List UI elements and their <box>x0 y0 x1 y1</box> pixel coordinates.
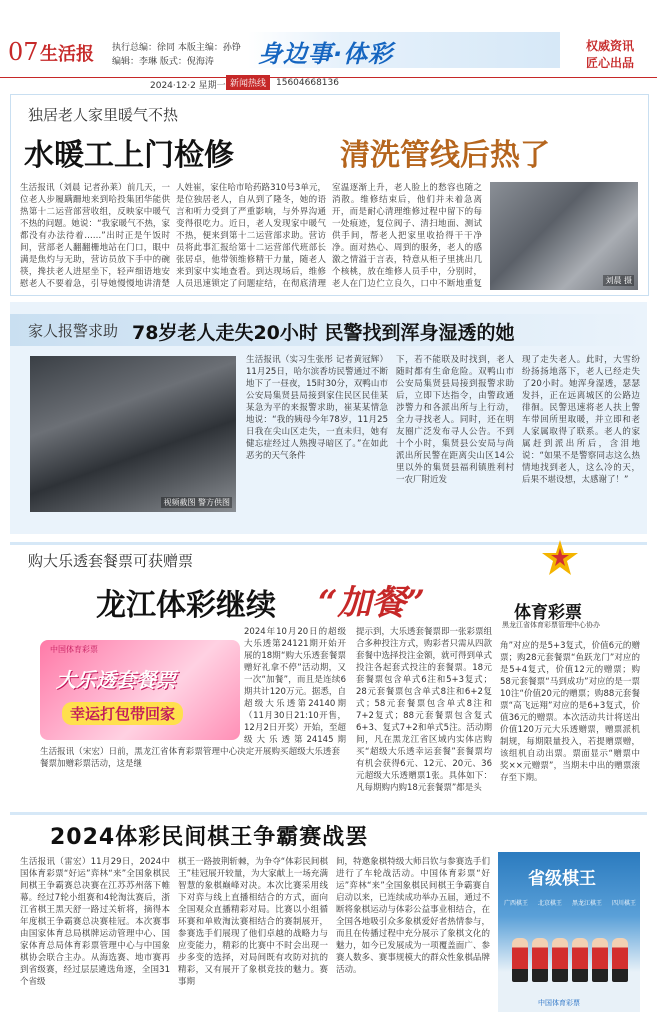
slogan-line: 匠心出品 <box>586 56 635 70</box>
story-kicker: 购大乐透套餐票可获赠票 <box>28 552 194 570</box>
section-banner-title: 身边事·体彩 <box>258 40 394 68</box>
ad-tagline: 幸运打包带回家 <box>62 702 183 725</box>
ad-headline: 大乐透套餐票 <box>56 668 176 692</box>
cctv-photo <box>30 356 236 512</box>
story-kicker: 家人报警求助 <box>28 322 119 340</box>
article-column: 人姓崔，家住哈市哈药路310号3单元，是位独居老人，自从到了隆冬，她的语言和听力受到了严重影响，与外界沟通变得很吃力。近日，老人发现家中暖气不热，便来到第十二运营部求助。营访员将此事汇报给第十二运营部代班部长张居卓，他带领维修精干力量，随老人来到家中实地查看。到达现场后，维修人员迅速锁定了问题症结，在彻底清理 <box>176 183 326 289</box>
story-title-left: 龙江体彩继续 <box>96 588 276 623</box>
story-title-left: 水暖工上门检修 <box>24 138 234 173</box>
chess-king-label: 四川棋王 <box>611 900 636 907</box>
chess-king-label: 北京棋王 <box>537 900 562 907</box>
slogan <box>586 38 634 72</box>
staff-credits <box>112 41 241 69</box>
article-column: 生活报讯（刘晨 记者孙莱）前几天，一位老人步履蹒跚地来到哈投集团华能供热第十二运营部营收组，反映家中暖气不热的问题。她说：“我家暖气不热，家都没有办法待着……”出时正是午饭时间，营部老人翻翻栅地站在门口，眼中满是焦灼与无助，营访员放下手中的碗筷，搀扶老人进屋坐下，轻声细语地安慰老人不要着急，引导她慢慢地讲清楚 <box>20 183 170 289</box>
hotline-number: 15604668136 <box>276 78 339 88</box>
repair-photo <box>490 182 638 290</box>
photo-caption: 视频截图 警方供图 <box>163 498 230 507</box>
photo-credit: 刘晨 摄 <box>605 276 632 285</box>
article-column: 角”对应的是5+3复式，价值6元的赠票；购28元套餐票“鱼跃龙门”对应的是5+4复式，价值12元的赠票；购58元套餐票“马到成功”对应的是一票10注“价值20元的赠票；购88元套餐票“高飞远翔”对应的是6+3复式，价值36元的赠票。本次活动共计将送出价值120万元大乐透赠票，赠票派机制规，每期限量投入，若提赠票赠，该组机自动出票。票面显示“赠票中奖××元赠票”，当期未中出的赠票滚存至下期。 <box>500 641 640 783</box>
staff-line: 编辑：李琳 版式：倪海涛 <box>112 57 214 67</box>
article-column: 生活报讯（实习生张彤 记者黄冠辉）11月25日，哈尔滨香坊民警通过不断地下了一昼夜，15时30分，双鸭山市公安局集贤县局接到家住民区民佳某某急为平的来报警求助，崔某某情急地说：“我的姨母今年78岁，11月25日我在尖山区走失，一直未归，她有健忘症经过人熟搜寻暗区了。”在如此恶劣的天气条件 <box>246 355 388 461</box>
chess-box-brand: 中国体育彩票 <box>538 999 580 1007</box>
chess-king-label: 黑龙江棋王 <box>571 900 602 907</box>
article-column: 下，若不能联及时找到，老人随时都有生命危险。双鸭山市公安局集贤县局接到报警求助后，立即下达指令，由警政通涉警力和各派出所与上行动，全力寻找老人。同时，还在明友圈广泛发布寻人公告。不到十个小时，集贤县公安局与尚派出所民警在距离尖山区14公里以外的集贤县福利镇胜利村一农厂附近发 <box>396 355 514 485</box>
article-lead: 生活报讯（宋宏）日前，黑龙江省体育彩票管理中心决定开展购买超级大乐透套餐票加赠彩票活动，这是继 <box>40 747 340 769</box>
sports-lottery-name: 体育彩票 <box>514 603 582 623</box>
page-number: 07 <box>8 38 39 66</box>
issue-date: 2024·12·2 星期一 <box>150 81 226 91</box>
story-kicker: 独居老人家里暖气不热 <box>28 106 179 124</box>
story-title: 78岁老人走失20小时 民警找到浑身湿透的她 <box>132 322 515 344</box>
ad-brand: 中国体育彩票 <box>50 645 98 654</box>
story-title: 2024体彩民间棋王争霸赛战罢 <box>50 825 369 850</box>
chess-box-labels <box>504 898 636 907</box>
article-column: 室温逐渐上升，老人脸上的愁容也随之消散。维修结束后，他们并未着急离开，而是耐心清理维修过程中留下的每一处痕迹，复位阀子、清扫地面、测试供手间，帮老人把家里收拾得干干净净。面对热心、周到的服务，老人的感激之情溢于言表，特意从柜子里挑出几个核桃，放在维修人员手中，分别时，老人在门边伫立良久，口中不断地重复 <box>332 183 482 289</box>
story-title-right: 清洗管线后热了 <box>340 138 550 173</box>
hotline-label: 新闻热线 <box>226 75 270 90</box>
article-column: 生活报讯（雷宏）11月29日，2024中国体育彩票“好运”弈林“来”全国象棋民间棋王争霸赛总决赛在江苏苏州落下帷幕。经过7轮小组赛和4轮淘汰赛后，浙江省棋王黑天舒一路过关斩将，摘得本年度棋王争霸赛总决赛桂冠。本次赛事由国家体育总局棋牌运动管理中心、国家体育总局体育彩票管理中心与中国象棋协会联合主办。从海选赛、地市赛再到省级赛，经过层层遴选角逐，全国31个省级 <box>20 857 170 987</box>
chess-king-label: 广西棋王 <box>504 900 529 907</box>
player-figure <box>572 938 588 982</box>
player-figure <box>532 938 548 982</box>
player-figure <box>552 938 568 982</box>
slogan-line: 权威资讯 <box>586 39 635 53</box>
chess-kings-photo <box>498 852 640 1012</box>
chess-players-group <box>512 938 628 982</box>
sports-lottery-logo-icon <box>540 538 580 578</box>
player-figure <box>592 938 608 982</box>
staff-line: 执行总编：徐同 本版主编：孙铮 <box>112 43 241 53</box>
story-title-quoted: “加餐” <box>318 583 426 623</box>
article-column: 棋王一路披荆斩棘，为争夺“体彩民间棋王”桂冠展开较量，为大家献上一场充满智慧的象棋巅峰对决。本次比赛采用线下对弈与线上直播相结合的方式，面向全国观众直播精彩对局。比赛以小组循环赛和单败淘汰赛相结合的赛制展开，参赛选手们展现了他们卓越的战略力与应变能力，精彩的比赛中不时会出现一步多变的选择，对局间既有攻防对抗的精彩，又有展开了象棋竞技的魅力。赛事期 <box>178 857 328 987</box>
chess-box-title: 省级棋王 <box>528 869 596 889</box>
superlotto-package-ad <box>40 640 240 740</box>
article-column: 提示到，大乐透套餐票即一张彩票组合多种投注方式，购彩者只需从四款套餐中选择投注金额，就可得到单式投注各起套式投注的套餐票。18元套餐票包含单式6注和5+3复式；28元套餐票包含单式8注和6+2复式；58元套餐票包含单式8注和7+2复式；88元套餐票包含复式6+3、复式7+2和单式5注。活动期间，凡在黑龙江省区域内实体店购买“超级大乐透幸运套餐”套餐票均有机会获得6元、12元、20元、36元超级大乐透赠票1张。具体如下：凡每期购内购18元套餐票”都是头 <box>356 627 492 793</box>
player-figure <box>612 938 628 982</box>
article-column: 间，特邀象棋特级大师吕钦与参赛选手们进行了车轮战活动。中国体育彩票“好运”弈林“来”全国象棋民间棋王争霸赛自启动以来，已连续成功举办五届，通过不断将象棋运动与体彩公益事业相结合，在全国各地吸引众多象棋爱好者热情参与，而且在传播过程中充分展示了象棋文化的魅力，如今已发展成为一项覆盖面广、参赛人数多、赛事规模大的群众性象棋品牌活动。 <box>336 857 490 975</box>
player-figure <box>512 938 528 982</box>
paper-logo: 生活报 <box>40 44 94 65</box>
article-column: 现了走失老人。此时，大雪纷纷扬扬地落下，老人已经走失了20小时。她浑身湿透，瑟瑟发抖，正在远离城区的公路边徘徊。民警迅速将老人扶上警车带回所里取暖，并立即和老人家属取得了联系。老人的家属赶到派出所后，含泪地说：“如果不是警察同志这么热情地找到老人，这么冷的天，后果不堪设想，太感谢了！” <box>522 355 640 485</box>
article-column: 2024年10月20日的超级大乐透第24121期开始开展的18期“购大乐透套餐票赠好礼拿不停”活动期，又一次“加餐”，而且是连续6期共计120万元。据悉，自超级大乐透第24140期（11月30日21:10开售，12月2日开奖）开始，至超级大乐透第24145期 <box>244 627 346 745</box>
sports-lottery-sub: 黑龙江省体育彩票管理中心协办 <box>502 621 600 629</box>
